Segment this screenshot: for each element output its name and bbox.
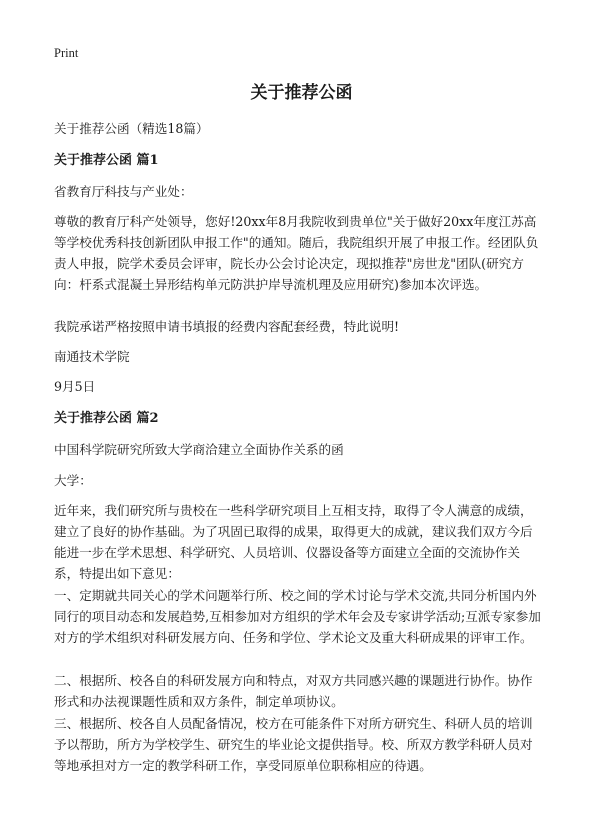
page-title: 关于推荐公函 xyxy=(250,83,353,103)
print-label: Print xyxy=(54,46,79,60)
body-paragraph: 二、根据所、校各自的科研发展方向和特点，对双方共同感兴趣的课题进行协作。协作形式和办法视课题性质和双方条件，制定单项协议。 xyxy=(54,673,533,709)
signature: 南通技术学院 xyxy=(54,349,130,364)
body-paragraph: 三、根据所、校各自人员配备情况，校方在可能条件下对所方研究生、科研人员的培训予以帮助，所方为学校学生、研究生的毕业论文提供指导。校、所双方教学科研人员对等地承担对方一定的教学科研工作，享受同原单位职称相应的待遇。 xyxy=(54,716,533,773)
body-paragraph: 一、定期就共同关心的学术问题举行所、校之间的学术讨论与学术交流,共同分析国内外同行的项目动态和发展趋势,互相参加对方组织的学术年会及专家讲学活动;互派专家参加对方的学术组织对科研发展方向、任务和学位、学术论文及重大科研成果的评审工作。 xyxy=(54,588,541,645)
body-paragraph: 我院承诺严格按照申请书填报的经费内容配套经费，特此说明! xyxy=(54,319,400,334)
salutation-2: 大学： xyxy=(54,473,92,488)
section-heading-1: 关于推荐公函 篇1 xyxy=(54,153,159,168)
body-paragraph: 近年来，我们研究所与贵校在一些科学研究项目上互相支持，取得了令人满意的成绩，建立了良好的协作基础。为了巩固已取得的成果，取得更大的成就，建议我们双方今后能进一步在学术思想、科学研究、人员培训、仪器设备等方面建立全面的交流协作关系，特提出如下意见： xyxy=(54,503,533,581)
date: 9月5日 xyxy=(54,379,96,394)
subtitle: 关于推荐公函（精选18篇） xyxy=(54,121,209,136)
body-paragraph: 尊敬的教育厅科产处领导，您好!20xx年8月我院收到贵单位"关于做好20xx年度江苏高等学校优秀科技创新团队申报工作"的通知。随后，我院组织开展了申报工作。经团队负责人申报，院学术委员会评审，院长办公会讨论决定，现拟推荐"房世龙"团队(研究方向：杆系式混凝土异形结构单元防洪护岸导流机理及应用研究)参加本次评选。 xyxy=(54,214,539,292)
section-heading-2: 关于推荐公函 篇2 xyxy=(54,411,159,426)
letter-subject: 中国科学院研究所致大学商洽建立全面协作关系的函 xyxy=(54,442,344,457)
salutation-1: 省教育厅科技与产业处： xyxy=(54,184,193,199)
